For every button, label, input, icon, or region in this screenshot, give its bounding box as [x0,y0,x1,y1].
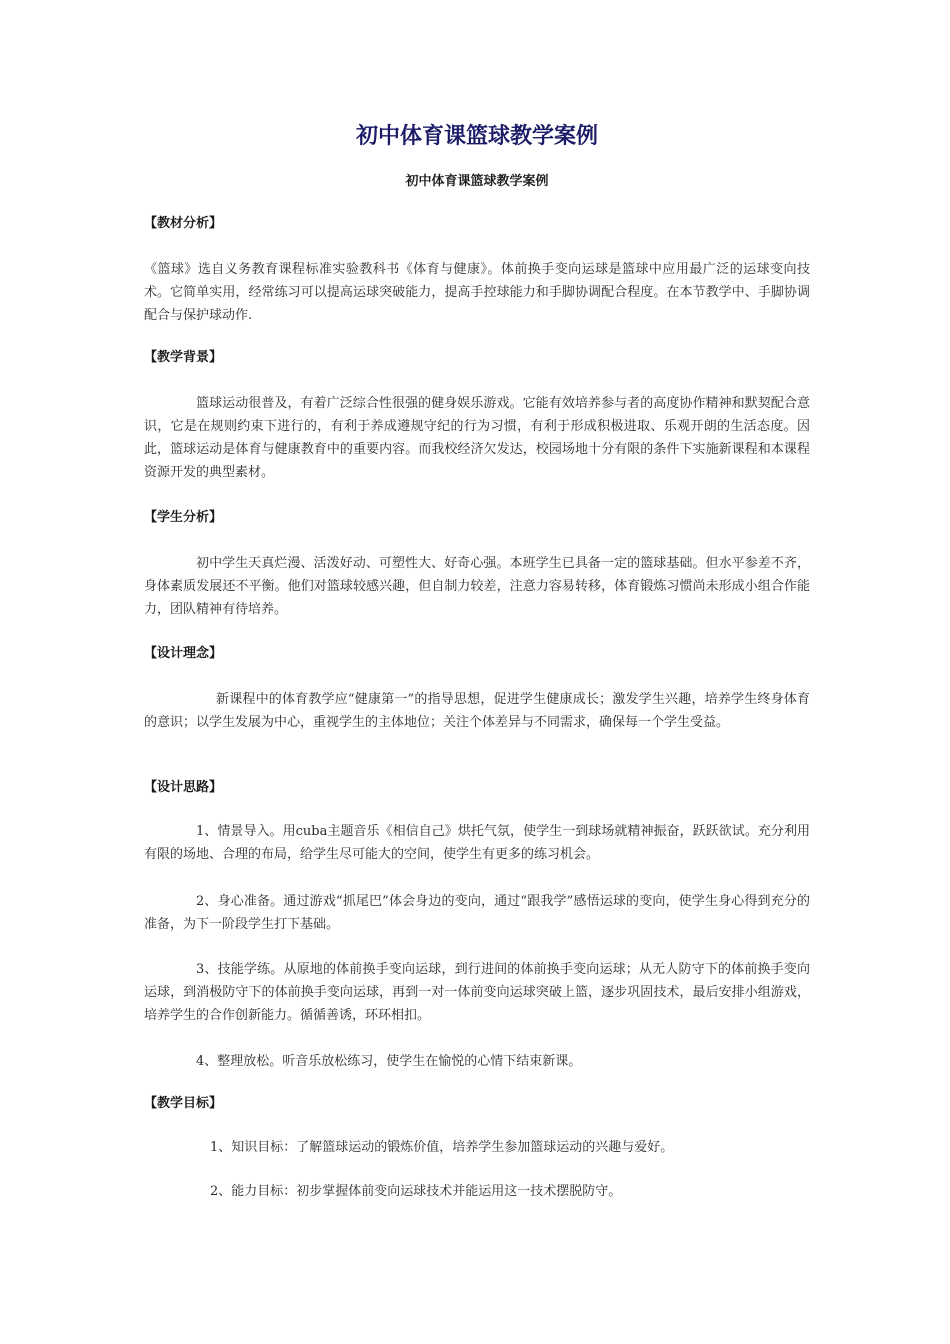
heading-material-analysis: 【教材分析】 [144,216,223,231]
heading-teaching-goals: 【教学目标】 [144,1096,223,1111]
paragraph-student-analysis: 初中学生天真烂漫、活泼好动、可塑性大、好奇心强。本班学生已具备一定的篮球基础。但水平参差不齐，身体素质发展还不平衡。他们对篮球较感兴趣，但自制力较差，注意力容易转移，体育锻炼习惯尚未形成小组合作能力，团队精神有待培养。 [144,556,810,617]
paragraph-teaching-background: 篮球运动很普及，有着广泛综合性很强的健身娱乐游戏。它能有效培养参与者的高度协作精神和默契配合意识，它是在规则约束下进行的，有利于养成遵规守纪的行为习惯，有利于形成积极进取、乐观开朗的生活态度。因此，篮球运动是体育与健康教育中的重要内容。而我校经济欠发达，校园场地十分有限的条件下实施新课程和本课程资源开发的典型素材。 [144,396,810,480]
heading-design-concept: 【设计理念】 [144,646,223,661]
goal-item-2: 2、能力目标：初步掌握体前变向运球技术并能运用这一技术摆脱防守。 [210,1184,622,1199]
heading-teaching-background: 【教学背景】 [144,350,223,365]
heading-student-analysis: 【学生分析】 [144,510,223,525]
goal-item-1: 1、知识目标：了解篮球运动的锻炼价值，培养学生参加篮球运动的兴趣与爱好。 [210,1140,674,1155]
document-title: 初中体育课篮球教学案例 [355,124,598,149]
paragraph-material-analysis: 《篮球》选自义务教育课程标准实验教科书《体育与健康》。体前换手变向运球是篮球中应用最广泛的运球变向技术。它简单实用，经常练习可以提高运球突破能力，提高手控球能力和手脚协调配合程度。在本节教学中、手脚协调配合与保护球动作. [144,262,810,323]
heading-design-approach: 【设计思路】 [144,780,223,795]
approach-item-1: 1、情景导入。用cuba主题音乐《相信自己》烘托气氛，使学生一到球场就精神振奋，跃跃欲试。充分利用有限的场地、合理的布局，给学生尽可能大的空间，使学生有更多的练习机会。 [144,824,810,862]
paragraph-design-concept: 新课程中的体育教学应“健康第一”的指导思想，促进学生健康成长；激发学生兴趣，培养学生终身体育的意识；以学生发展为中心，重视学生的主体地位；关注个体差异与不同需求，确保每一个学生受益。 [144,692,810,730]
document-subtitle: 初中体育课篮球教学案例 [405,174,549,189]
approach-item-4: 4、整理放松。听音乐放松练习，使学生在愉悦的心情下结束新课。 [196,1054,582,1069]
approach-item-2: 2、身心准备。通过游戏“抓尾巴”体会身边的变向，通过“跟我学”感悟运球的变向，使学生身心得到充分的准备，为下一阶段学生打下基础。 [144,894,810,932]
approach-item-3: 3、技能学练。从原地的体前换手变向运球，到行进间的体前换手变向运球；从无人防守下的体前换手变向运球，到消极防守下的体前换手变向运球，再到一对一体前变向运球突破上篮，逐步巩固技术，最后安排小组游戏，培养学生的合作创新能力。循循善诱，环环相扣。 [144,962,810,1023]
